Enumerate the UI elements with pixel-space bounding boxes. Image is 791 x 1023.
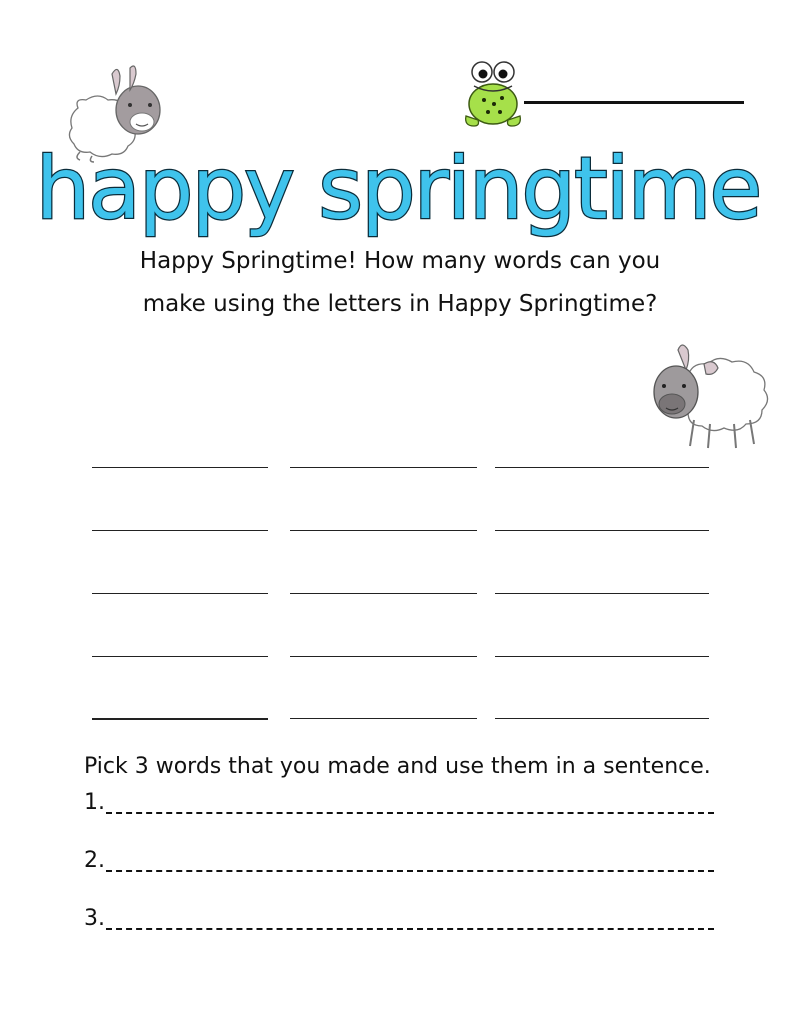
sentence-row (84, 790, 714, 824)
sentence-row (84, 906, 714, 940)
sentence-number: 2. (84, 848, 105, 873)
word-blank[interactable] (495, 718, 709, 719)
sentence-blank[interactable] (106, 812, 714, 814)
sentence-blank[interactable] (106, 928, 714, 930)
instructions-line-2: make using the letters in Happy Springtime? (142, 291, 658, 317)
instructions-line-1: Happy Springtime! How many words can you (139, 248, 661, 274)
sentence-row (84, 848, 714, 882)
word-blank[interactable] (290, 718, 477, 719)
word-blank[interactable] (92, 593, 268, 594)
word-blank[interactable] (495, 656, 709, 657)
frog-icon (460, 56, 526, 132)
word-blank[interactable] (290, 593, 477, 594)
name-line[interactable] (524, 101, 744, 104)
instructions (60, 240, 740, 326)
word-blank[interactable] (290, 530, 477, 531)
sentence-prompt: Pick 3 words that you made and use them in a sentence. (84, 754, 711, 779)
word-blank[interactable] (92, 718, 268, 720)
word-blank[interactable] (92, 530, 268, 531)
word-blank[interactable] (495, 530, 709, 531)
word-blank[interactable] (495, 593, 709, 594)
word-blank[interactable] (290, 467, 477, 468)
sentence-number: 3. (84, 906, 105, 931)
word-blank[interactable] (92, 467, 268, 468)
sentence-number: 1. (84, 790, 105, 815)
sentence-blank[interactable] (106, 870, 714, 872)
word-blank[interactable] (495, 467, 709, 468)
word-blank[interactable] (290, 656, 477, 657)
sheep-icon (648, 340, 773, 455)
title-text: happy springtime (35, 140, 761, 239)
word-blank[interactable] (92, 656, 268, 657)
page-title (0, 140, 791, 240)
